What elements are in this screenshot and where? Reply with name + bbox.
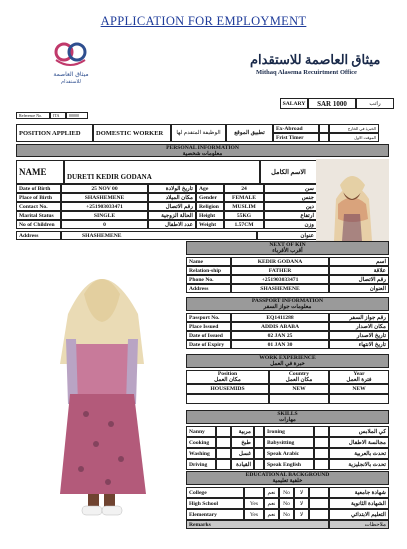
field-value: ADDIS ABABA (231, 322, 329, 331)
passport-title-ar: معلومات جواز السفر (263, 304, 312, 310)
personal-field-label: Gender (196, 193, 224, 202)
edu-no-ar: لا (294, 487, 309, 498)
work-empty (269, 394, 329, 404)
personal-field-value: 24 (224, 184, 264, 193)
first-timer-label: Frist Timer (273, 133, 319, 142)
work-header-en: Year (353, 371, 365, 377)
personal-field-value: 55KG (224, 211, 264, 220)
personal-field-value: SHASHEMENE (61, 193, 148, 202)
position-value: DOMESTIC WORKER (93, 124, 171, 142)
personal-field-value: MUSLIM (224, 202, 264, 211)
skill-check (314, 459, 329, 470)
table-row (16, 184, 317, 193)
field-label: Date of Issued (186, 331, 231, 340)
table-row (186, 509, 389, 520)
table-row (186, 394, 389, 404)
name-value: DURETI KEDIR GODANA (64, 160, 260, 184)
table-row (186, 313, 389, 322)
table-row (186, 448, 389, 459)
document-title: APPLICATION FOR EMPLOYMENT (100, 14, 307, 28)
table-row (186, 275, 389, 284)
skill-label: Ironing (264, 426, 314, 437)
skill-label: Speak English (264, 459, 314, 470)
edu-label: High School (186, 498, 244, 509)
skill-check (314, 448, 329, 459)
table-row (186, 384, 389, 394)
first-timer-check[interactable] (319, 133, 329, 142)
personal-field-label: No of Children (16, 220, 61, 229)
address-value: SHASHEMENE (61, 231, 257, 240)
remarks-label: Remarks (186, 520, 329, 529)
table-row (186, 459, 389, 470)
address-label: Address (16, 231, 61, 240)
skills-rows (186, 426, 389, 470)
field-value: SHASHEMENE (231, 284, 329, 293)
table-row (186, 340, 389, 349)
salary-row (280, 98, 394, 109)
address-row (16, 231, 317, 240)
field-label: Name (186, 257, 231, 266)
skill-check (254, 448, 264, 459)
address-ar: عنوان (257, 231, 317, 240)
table-row (16, 211, 317, 220)
passport-rows (186, 313, 389, 349)
field-value: 02 JAN 25 (231, 331, 329, 340)
skill-label: Driving (186, 459, 216, 470)
personal-field-value: +251903033471 (61, 202, 148, 211)
table-row (186, 437, 389, 448)
edu-yes: Yes (244, 498, 264, 509)
field-ar: رقم جواز السفر (329, 313, 389, 322)
personal-field-value: FEMALE (224, 193, 264, 202)
skill-ar: كي الملابس (329, 426, 389, 437)
ex-abroad-ar: الخبرة في الخارج (329, 124, 379, 133)
personal-field-value: SINGLE (61, 211, 148, 220)
work-rows (186, 370, 389, 404)
skills-header (186, 410, 389, 424)
reference-value2: 00000 (66, 112, 88, 119)
edu-blank (309, 509, 329, 520)
work-header-ar: مكان العمل (285, 377, 313, 383)
name-ar: الاسم الكامل (260, 160, 317, 184)
personal-info-title-ar: معلومات شخصية (182, 151, 223, 157)
edu-ar: الشهادة الثانوية (329, 498, 389, 509)
salary-ar: راتب (356, 98, 394, 109)
work-header-ar: فترة العمل (346, 377, 372, 383)
edu-yes (244, 487, 264, 498)
work-country: NEW (269, 384, 329, 394)
field-value: +251903033471 (231, 275, 329, 284)
skill-check (254, 437, 264, 448)
skill-label: Speak Arabic (264, 448, 314, 459)
personal-field-ar: الحالة الزوجية (148, 211, 196, 220)
skill-ar: القيادة (231, 459, 254, 470)
field-label: Date of Expiry (186, 340, 231, 349)
remarks-ar: ملاحظات (329, 520, 389, 529)
edu-ar: شهادة جامعية (329, 487, 389, 498)
personal-field-label: Marital Status (16, 211, 61, 220)
work-column-header (186, 370, 269, 384)
edu-no: No (279, 498, 294, 509)
name-label: NAME (16, 160, 64, 184)
personal-info-title: PERSONAL INFORMATION (166, 145, 239, 151)
work-header-en: Position (217, 371, 238, 377)
field-ar: العنوان (329, 284, 389, 293)
next-of-kin-title: NEXT OF KIN (269, 242, 306, 248)
edu-yes-ar: نعم (264, 487, 279, 498)
skill-ar: طبخ (231, 437, 254, 448)
svg-text:للاستقدام: للاستقدام (61, 79, 81, 85)
salary-value: SAR 1000 (308, 98, 356, 109)
field-label: Phone No. (186, 275, 231, 284)
next-of-kin-title-ar: أقرب الأقرباء (272, 248, 303, 254)
field-label: Relation-ship (186, 266, 231, 275)
table-row (16, 202, 317, 211)
edu-label: Elementary (186, 509, 244, 520)
field-label: Place Issued (186, 322, 231, 331)
personal-field-label: Religion (196, 202, 224, 211)
first-timer-ar: الموقت الاول (329, 133, 379, 142)
personal-field-ar: سن (264, 184, 317, 193)
table-row (186, 426, 389, 437)
remarks-row (186, 520, 389, 529)
field-ar: اسم (329, 257, 389, 266)
skill-check (254, 426, 264, 437)
skill-ar: مجالسة الاطفال (329, 437, 389, 448)
field-ar: رقم الاتصال (329, 275, 389, 284)
field-value: 01 JAN 30 (231, 340, 329, 349)
personal-field-label: Weight (196, 220, 224, 229)
table-row (186, 257, 389, 266)
work-empty (329, 394, 389, 404)
work-experience-title-ar: خبرة في العمل (270, 361, 305, 367)
personal-field-ar: تاريخ الولادة (148, 184, 196, 193)
salary-label: SALARY (280, 98, 308, 109)
edu-blank (309, 498, 329, 509)
name-row (16, 160, 317, 184)
skill-check (216, 459, 231, 470)
org-name-english: Mithaq Alasema Recuirtment Office (256, 69, 357, 76)
headshot-photo (316, 159, 389, 241)
field-ar: علاقة (329, 266, 389, 275)
work-position: HOUSEMIDS (186, 384, 269, 394)
ex-abroad-label: Ex-Abroad (273, 124, 319, 133)
skill-ar: تحدث بالعربية (329, 448, 389, 459)
position-label: POSITION APPLIED (16, 124, 93, 142)
svg-text:ميثاق العاصمة: ميثاق العاصمة (53, 71, 89, 78)
next-of-kin-header (186, 241, 389, 255)
personal-info-header (16, 144, 389, 157)
skill-ar: غسل (231, 448, 254, 459)
work-experience-title: WORK EXPERIENCE (259, 355, 316, 361)
table-row (186, 322, 389, 331)
work-year: NEW (329, 384, 389, 394)
personal-field-label: Age (196, 184, 224, 193)
skill-label: Nanny (186, 426, 216, 437)
position-row (16, 124, 379, 142)
edu-no-ar: لا (294, 498, 309, 509)
edu-yes: Yes (244, 509, 264, 520)
skill-label: Cooking (186, 437, 216, 448)
personal-field-value: 0 (61, 220, 148, 229)
field-ar: تاريخ الانتهاء (329, 340, 389, 349)
personal-field-ar: وزن (264, 220, 317, 229)
skill-check (216, 426, 231, 437)
edu-no: No (279, 487, 294, 498)
field-ar: مكان الاصدار (329, 322, 389, 331)
passport-header (186, 297, 389, 311)
field-value: KEDIR GODANA (231, 257, 329, 266)
table-row (186, 498, 389, 509)
edu-no: No (279, 509, 294, 520)
personal-field-ar: ارتفاع (264, 211, 317, 220)
edu-yes-ar: نعم (264, 498, 279, 509)
skill-label: Babysitting (264, 437, 314, 448)
skill-check (254, 459, 264, 470)
work-header-en: Country (288, 371, 310, 377)
skill-ar: مربية (231, 426, 254, 437)
reference-value1: ITA (50, 112, 66, 119)
work-experience-header (186, 354, 389, 368)
reference-label: Reference No. (16, 112, 50, 119)
work-column-header (269, 370, 329, 384)
personal-field-ar: جنس (264, 193, 317, 202)
table-row (186, 487, 389, 498)
personal-field-value: 1.57CM (224, 220, 264, 229)
education-header (186, 471, 389, 485)
personal-field-label: Height (196, 211, 224, 220)
skill-check (314, 426, 329, 437)
education-title-ar: خلفية تعليمية (272, 478, 303, 484)
field-value: EQ1411288 (231, 313, 329, 322)
table-row (16, 220, 317, 229)
reference-row (16, 112, 88, 119)
skills-title-ar: مهارات (279, 417, 296, 423)
work-header-ar: مكان العمل (214, 377, 241, 383)
education-rows (186, 487, 389, 520)
field-ar: تاريخ الاصدار (329, 331, 389, 340)
skill-check (216, 437, 231, 448)
edu-yes-ar: نعم (264, 509, 279, 520)
personal-field-ar: دين (264, 202, 317, 211)
field-value: FATHER (231, 266, 329, 275)
passport-title: PASSPORT INFORMATION (251, 298, 324, 304)
skill-check (314, 437, 329, 448)
kin-rows (186, 257, 389, 293)
field-label: Address (186, 284, 231, 293)
work-empty (186, 394, 269, 404)
table-row (186, 284, 389, 293)
personal-field-ar: مكان الميلاد (148, 193, 196, 202)
skill-ar: تحدث بالانجليزية (329, 459, 389, 470)
personal-field-label: Contact No. (16, 202, 61, 211)
personal-field-ar: عدد الاطفال (148, 220, 196, 229)
org-name-arabic: ميثاق العاصمة للاستقدام (250, 52, 381, 67)
position-ar: الوظيفة المتقدم لها (171, 124, 226, 142)
personal-field-ar: رقم الاتصال (148, 202, 196, 211)
work-column-header (329, 370, 389, 384)
personal-field-label: Place of Birth (16, 193, 61, 202)
skill-label: Washing (186, 448, 216, 459)
personal-rows (16, 184, 317, 229)
edu-label: College (186, 487, 244, 498)
table-row (186, 370, 389, 384)
edu-ar: التعليم الابتدائي (329, 509, 389, 520)
personal-field-value: 25 NOV 00 (61, 184, 148, 193)
table-row (186, 266, 389, 275)
skills-title: SKILLS (277, 411, 298, 417)
education-title: EDUCATIONAL BACKGROUND (245, 472, 330, 478)
field-label: Passport No. (186, 313, 231, 322)
table-row (16, 193, 317, 202)
edu-blank (309, 487, 329, 498)
ex-abroad-check[interactable] (319, 124, 329, 133)
personal-field-label: Date of Birth (16, 184, 61, 193)
location-ar: تطبيق الموقع (226, 124, 273, 142)
full-body-photo (16, 244, 186, 519)
skill-check (216, 448, 231, 459)
table-row (186, 331, 389, 340)
company-logo (42, 38, 100, 86)
edu-no-ar: لا (294, 509, 309, 520)
